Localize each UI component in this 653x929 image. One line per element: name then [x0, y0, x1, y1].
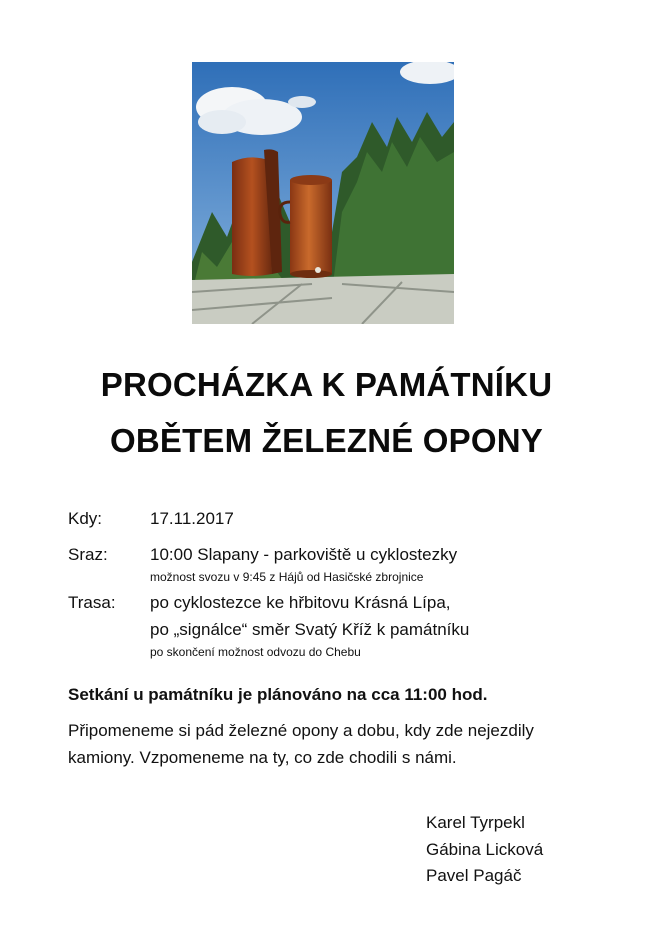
meet-note: možnost svozu v 9:45 z Hájů od Hasičské zbrojnice	[150, 570, 424, 584]
signature-1: Karel Tyrpekl	[426, 813, 525, 832]
signature-3: Pavel Pagáč	[426, 866, 522, 885]
memorial-photo	[192, 62, 454, 324]
route-note: po skončení možnost odvozu do Chebu	[150, 645, 361, 659]
when-value: 17.11.2017	[150, 509, 234, 528]
title-line-2: OBĚTEM ŽELEZNÉ OPONY	[109, 422, 544, 459]
title-line-1: PROCHÁZKA K PAMÁTNÍKU	[100, 366, 553, 403]
when-label: Kdy:	[68, 509, 103, 528]
meeting-time: Setkání u památníku je plánováno na cca 11:00 hod.	[68, 685, 488, 704]
text-line-1: Připomeneme si pád železné opony a dobu, kdy zde nejezdily	[68, 721, 534, 740]
text-line-2: kamiony. Vzpomeneme na ty, co zde chodili s námi.	[68, 748, 457, 767]
meet-label: Sraz:	[68, 545, 108, 564]
route-line-1: po cyklostezce ke hřbitovu Krásná Lípa,	[150, 593, 451, 612]
route-line-2: po „signálce“ směr Svatý Kříž k památníku	[150, 620, 470, 639]
signature-2: Gábina Licková	[426, 840, 544, 859]
meet-value: 10:00 Slapany - parkoviště u cyklostezky	[150, 545, 458, 564]
route-label: Trasa:	[68, 593, 116, 612]
